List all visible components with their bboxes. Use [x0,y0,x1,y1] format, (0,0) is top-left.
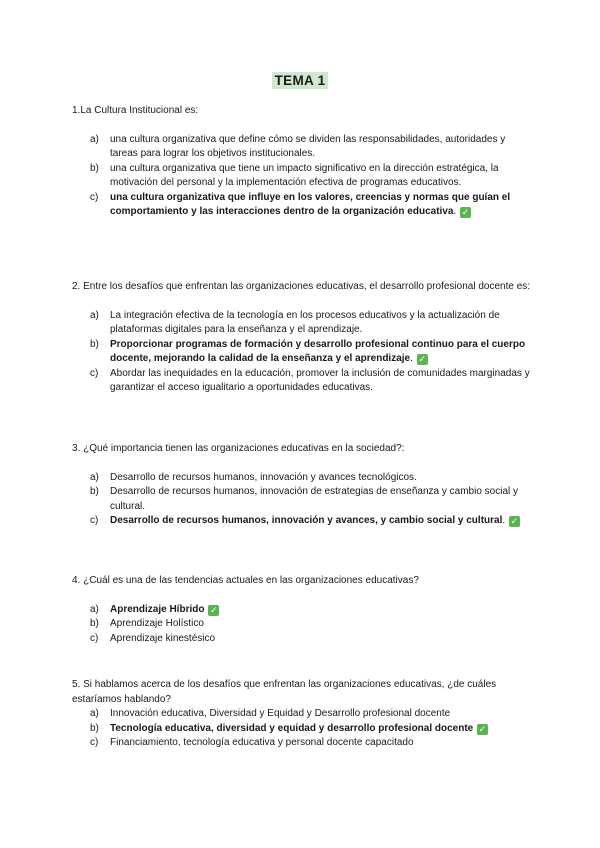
option-letter: b) [90,618,99,629]
option-a [72,707,532,722]
option-text: Innovación educativa, Diversidad y Equidad y Desarrollo profesional docente [110,708,451,719]
option-b [72,617,532,632]
title-wrap [0,72,600,91]
option-c [72,367,532,396]
option-text-correct: una cultura organizativa que influye en los valores, creencias y normas que guían el comportamiento y las interacciones dentro de la organización educativa [110,191,511,217]
options-list [72,707,532,751]
option-text: Aprendizaje Holístico [110,618,204,629]
question-text: 3. ¿Qué importancia tienen las organizaciones educativas en la sociedad?: [72,443,405,454]
check-mark-icon: ✓ [510,516,519,526]
options-list [72,309,532,396]
option-c [72,514,532,529]
question-3 [72,442,532,529]
option-a [72,471,532,486]
option-letter: a) [90,309,99,321]
option-letter: a) [90,708,99,719]
option-a [72,603,532,618]
check-mark-icon: ✓ [209,604,218,615]
option-c [72,191,532,220]
option-text: Financiamiento, tecnología educativa y personal docente capacitado [110,737,414,748]
option-text: una cultura organizativa que tiene un impacto significativo en la dirección estratégica, la motivación del personal y la implementación efectiva de programas educativos. [110,162,499,188]
option-text-correct: Tecnología educativa, diversidad y equidad y desarrollo profesional docente [110,722,474,734]
option-b [72,722,532,737]
option-letter: b) [90,486,99,497]
option-letter: c) [90,515,99,526]
option-suffix [204,604,207,615]
option-letter: c) [90,367,99,379]
option-c [72,736,532,751]
option-text-correct: Proporcionar programas de formación y desarrollo profesional continuo para el cuerpo docente, mejorando la calidad de la enseñanza y el aprendizaje [110,338,526,364]
check-mark-icon: ✓ [461,207,470,217]
question-text: 5. Si hablamos acerca de los desafíos que enfrentan las organizaciones educativas, ¿de cuáles estaríamos hablando? [72,679,497,705]
question-text: 1.La Cultura Institucional es: [72,105,199,116]
option-a [72,133,532,162]
option-letter: c) [90,737,99,748]
question-4 [72,574,532,646]
option-text: Aprendizaje kinestésico [110,632,216,644]
option-c [72,632,532,647]
option-suffix: . [453,206,459,217]
option-letter: b) [90,338,99,350]
check-mark-icon: ✓ [418,354,426,364]
option-suffix: . [502,515,508,526]
option-letter: a) [90,471,99,483]
option-text: Desarrollo de recursos humanos, innovación y avances tecnológicos. [110,471,417,483]
question-text: 2. Entre los desafíos que enfrentan las organizaciones educativas, el desarrollo profesional docente es: [72,281,531,292]
option-text: La integración efectiva de la tecnología en los procesos educativos y la actualización de plataformas digitales para la enseñanza y el aprendizaje. [110,309,500,335]
option-a [72,309,532,338]
options-list [72,133,532,220]
question-5 [72,678,532,751]
option-letter: c) [90,632,99,644]
check-mark-icon: ✓ [478,723,487,734]
option-letter: c) [90,191,99,203]
option-suffix [473,723,476,734]
option-b [72,162,532,191]
question-1 [72,104,532,220]
option-letter: b) [90,722,99,734]
option-letter: a) [90,133,99,145]
options-list [72,471,532,529]
option-text: Desarrollo de recursos humanos, innovación de estrategias de enseñanza y cambio social y cultural. [110,486,519,512]
option-suffix: . [410,353,416,364]
option-b [72,485,532,514]
option-text: Abordar las inequidades en la educación, promover la inclusión de comunidades marginadas y garantizar el acceso igualitario a oportunidades educativas. [110,367,530,393]
option-text: una cultura organizativa que define cómo se dividen las responsabilidades, autoridades y tareas para lograr los objetivos institucionales. [110,133,506,159]
question-2 [72,280,532,396]
option-text-correct: Desarrollo de recursos humanos, innovación y avances, y cambio social y cultural [110,515,503,526]
question-text: 4. ¿Cuál es una de las tendencias actuales en las organizaciones educativas? [72,575,419,586]
options-list [72,603,532,647]
option-letter: b) [90,162,99,174]
option-text-correct: Aprendizaje Híbrido [110,603,205,615]
page-title: TEMA 1 [272,72,329,89]
option-letter: a) [90,603,99,615]
option-b [72,338,532,367]
